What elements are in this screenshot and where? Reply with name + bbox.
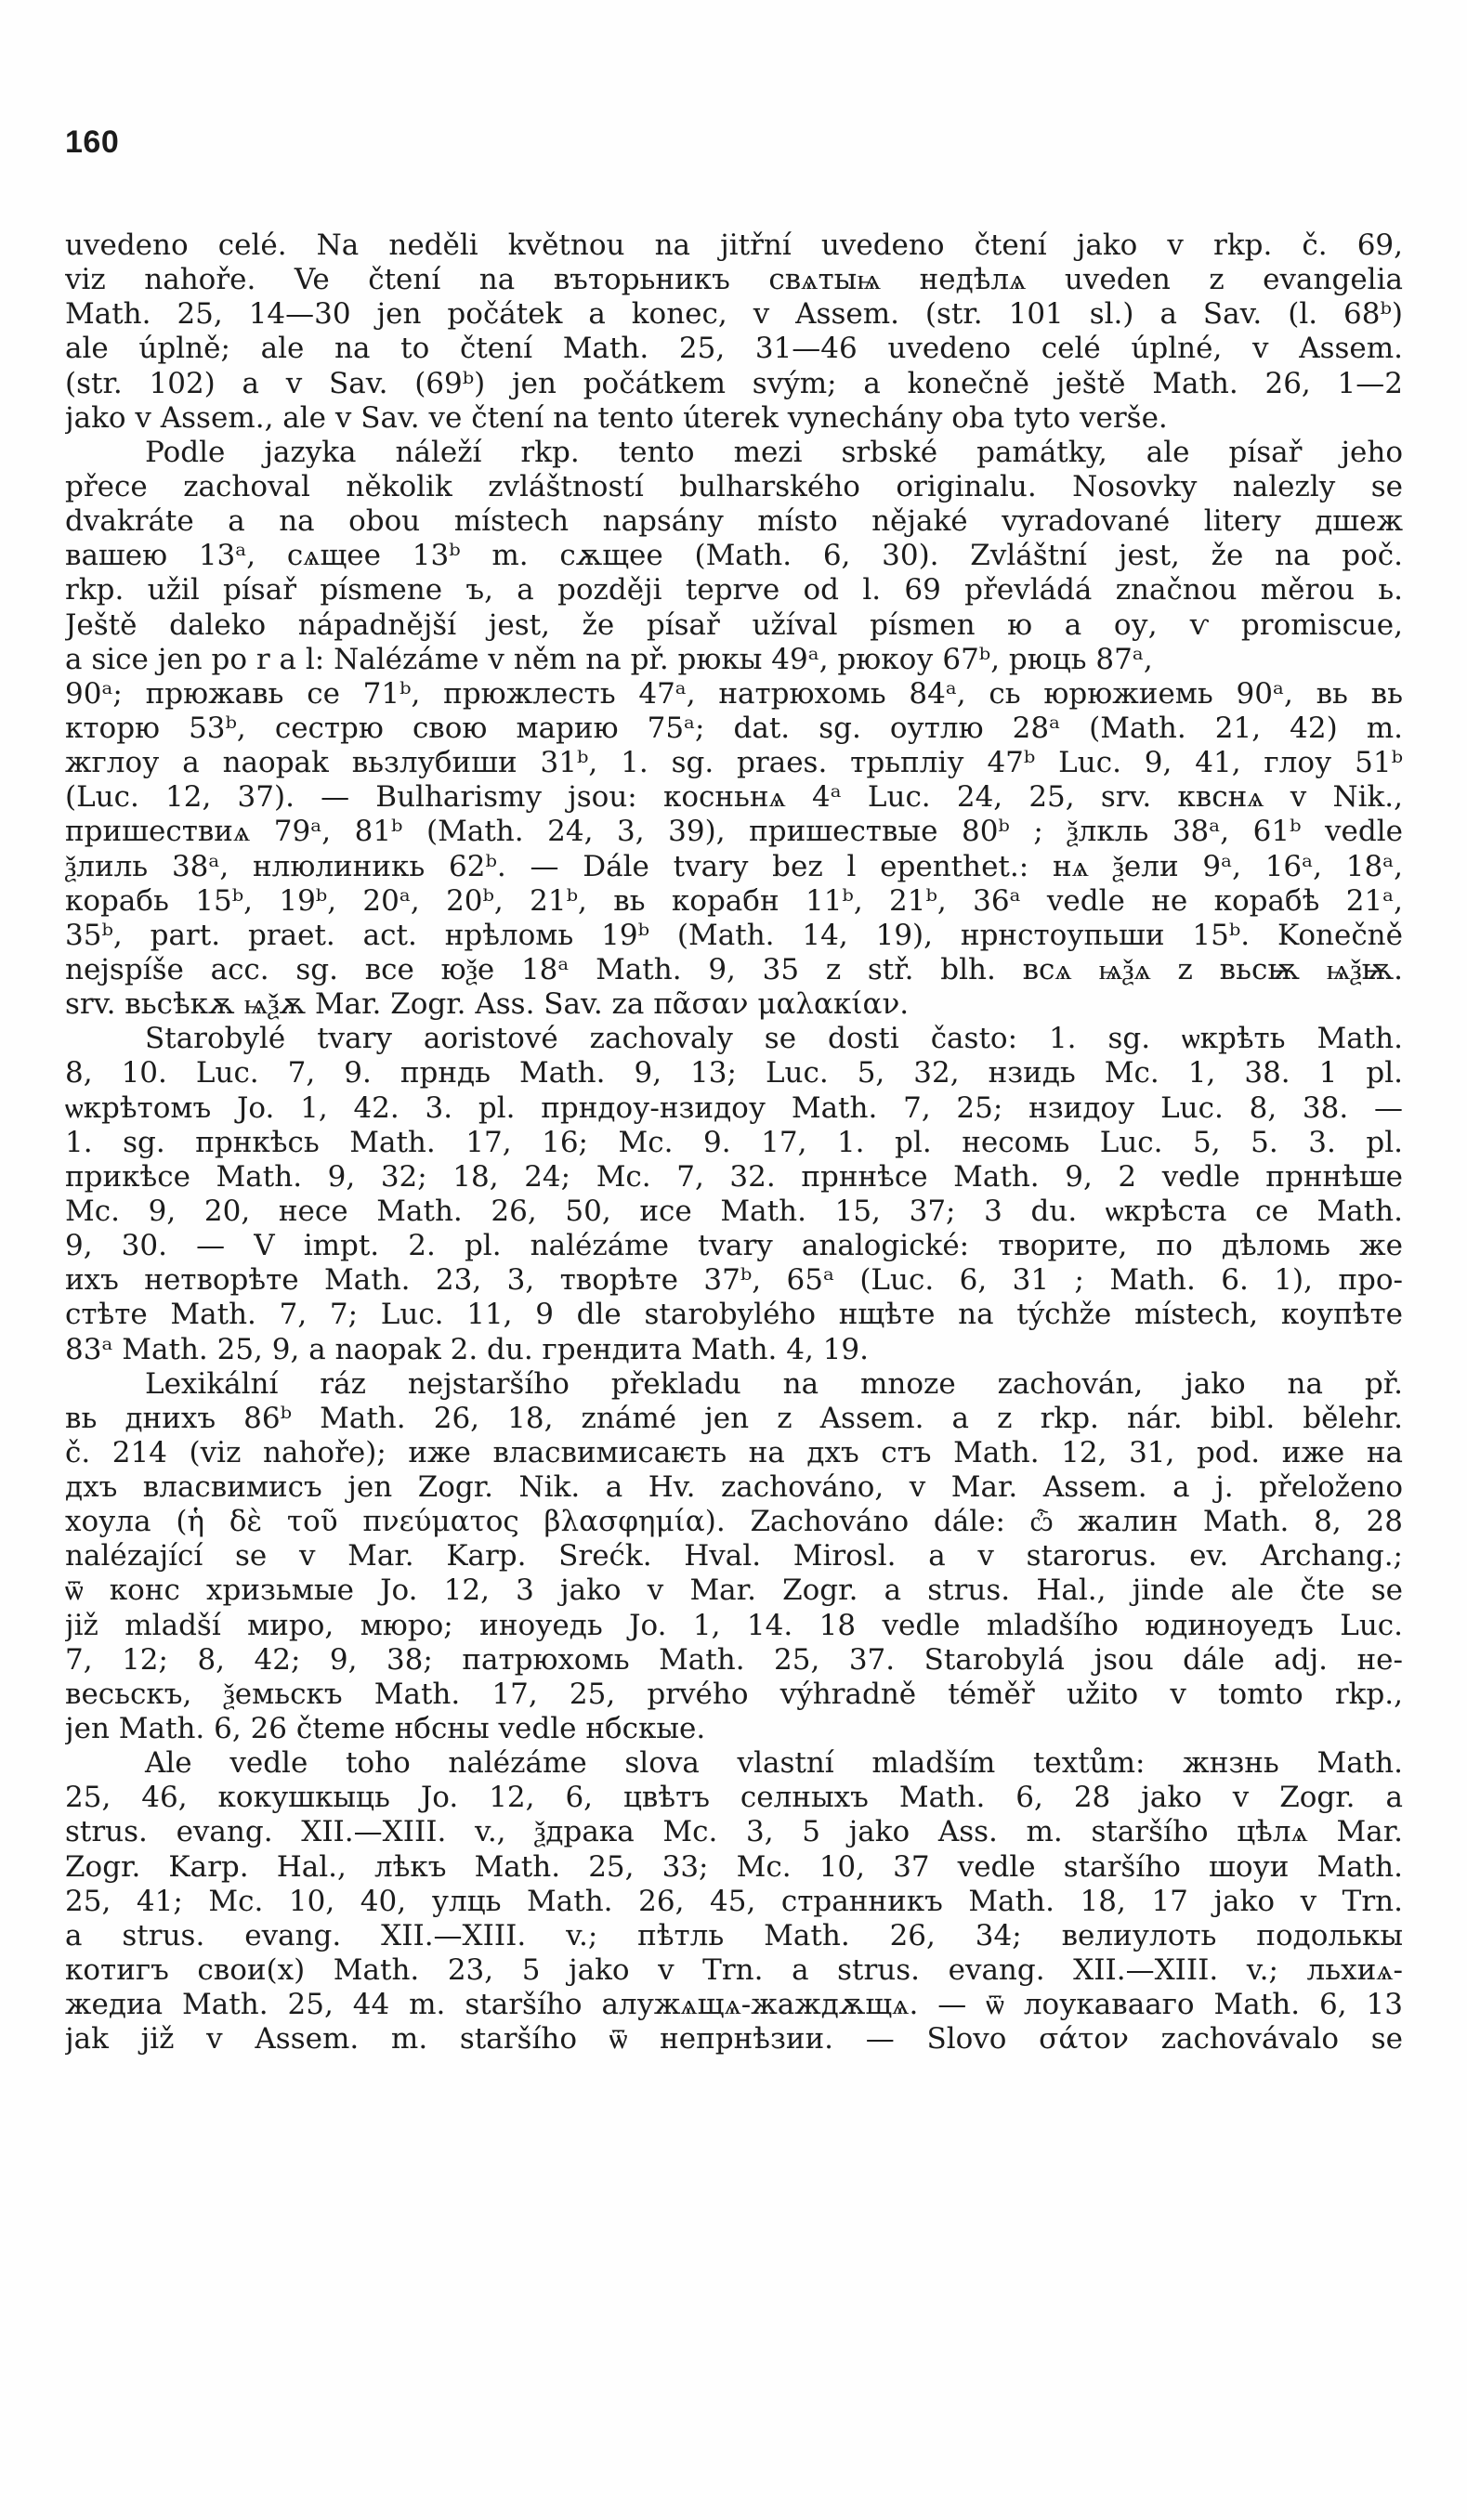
text-line: ѯлиль 38ᵃ, нлюлиникь 62ᵇ. — Dále tvary bez l epenthet.: нѧ ѯели 9ᵃ, 16ᵃ, 18ᵃ, xyxy=(65,849,1403,883)
text-line: nejspíše acc. sg. все юѯе 18ᵃ Math. 9, 35 z stř. blh. всѧ ѩѯѧ z вьсѭ ѩѯѭ. xyxy=(65,952,1403,986)
text-line: котигъ свои(х) Math. 23, 5 jako v Trn. a strus. evang. XII.—XIII. v.; льхиѧ- xyxy=(65,1953,1403,1988)
text-line: Mc. 9, 20, несе Math. 26, 50, исе Math. 15, 37; 3 du. ѡкрѣста се Math. xyxy=(65,1194,1403,1228)
text-line: ale úplně; ale na to čtení Math. 25, 31—46 uvedeno celé úplné, v Assem. xyxy=(65,332,1403,366)
text-line: Starobylé tvary aoristové zachovaly se dosti často: 1. sg. ѡкрѣть Math. xyxy=(145,1022,1403,1056)
text-line: корабь 15ᵇ, 19ᵇ, 20ᵃ, 20ᵇ, 21ᵇ, вь корабн 11ᵇ, 21ᵇ, 36ᵃ vedle не корабѣ 21ᵃ, xyxy=(65,883,1403,918)
text-line: 25, 46, кокушкыць Jo. 12, 6, цвѣтъ селныхъ Math. 6, 28 jako v Zogr. a xyxy=(65,1781,1403,1815)
text-line: Ale vedle toho nalézáme slova vlastní mladším textům: жнзнь Math. xyxy=(145,1746,1403,1781)
text-line: uvedeno celé. Na neděli květnou na jitřní uvedeno čtení jako v rkp. č. 69, xyxy=(65,228,1403,262)
text-line: вашею 13ᵃ, сѧщее 13ᵇ m. сѫщее (Math. 6, 30). Zvláštní jest, že na poč. xyxy=(65,539,1403,573)
text-line: жедиа Math. 25, 44 m. staršího алужѧщѧ-жаждѫщѧ. — ѿ лоукавааго Math. 6, 13 xyxy=(65,1988,1403,2022)
text-line: viz nahoře. Ve čtení na въторьникъ свѧтыѩ недѣлѧ uveden z evangelia xyxy=(65,263,1403,297)
text-line: strus. evang. XII.—XIII. v., ѯдрака Mc. 3, 5 jako Ass. m. staršího цѣлѧ Mar. xyxy=(65,1815,1403,1849)
text-line: пришествиѧ 79ᵃ, 81ᵇ (Math. 24, 3, 39), пришествые 80ᵇ ; ѯлкль 38ᵃ, 61ᵇ vedle xyxy=(65,815,1403,849)
text-line: Zogr. Karp. Hal., лѣкъ Math. 25, 33; Mc. 10, 37 vedle staršího шоуи Math. xyxy=(65,1849,1403,1884)
text-line: вь днихъ 86ᵇ Math. 26, 18, známé jen z Assem. a z rkp. nár. bibl. bělehr. xyxy=(65,1401,1403,1435)
text-line: Math. 25, 14—30 jen počátek a konec, v Assem. (str. 101 sl.) a Sav. (l. 68ᵇ) xyxy=(65,297,1403,332)
text-line: nalézající se v Mar. Karp. Srećk. Hval. Mirosl. a v starorus. ev. Archang.; xyxy=(65,1539,1403,1573)
text-line: rkp. užil písař písmene ъ, a později teprve od l. 69 převládá značnou měrou ь. xyxy=(65,573,1403,607)
text-line: прикѣсе Math. 9, 32; 18, 24; Mc. 7, 32. прннѣсе Math. 9, 2 vedle прннѣше xyxy=(65,1159,1403,1194)
text-line: ихъ нетворѣте Math. 23, 3, творѣте 37ᵇ, 65ᵃ (Luc. 6, 31 ; Math. 6. 1), про- xyxy=(65,1263,1403,1298)
text-line: ѿ конс хризьмые Jo. 12, 3 jako v Mar. Zogr. a strus. Hal., jinde ale čte se xyxy=(65,1573,1403,1608)
text-line: Podle jazyka náleží rkp. tento mezi srbské památky, ale písař jeho xyxy=(145,435,1403,469)
text-line: Lexikální ráz nejstaršího překladu na mnoze zachován, jako na př. xyxy=(145,1366,1403,1401)
text-line: přece zachoval několik zvláštností bulharského originalu. Nosovky nalezly se xyxy=(65,469,1403,503)
text-line: кторю 53ᵇ, сестрю свою марию 75ᵃ; dat. sg. оутлю 28ᵃ (Math. 21, 42) m. xyxy=(65,711,1403,745)
text-line: 9, 30. — V impt. 2. pl. nalézáme tvary analogické: творите, по дѣломь же xyxy=(65,1229,1403,1263)
text-line: стѣте Math. 7, 7; Luc. 11, 9 dle starobylého нщѣте na týchže místech, коупѣте xyxy=(65,1298,1403,1332)
text-line: jako v Assem., ale v Sav. ve čtení na tento úterek vynechány oba tyto verše. xyxy=(65,400,1168,435)
text-line: хоула (ἡ δὲ τοῦ πνεύματος βλασφημία). Zachováno dále: ѽ жалин Math. 8, 28 xyxy=(65,1505,1403,1539)
text-line: ѡкрѣтомъ Jo. 1, 42. 3. pl. прндоу-нзидоу Math. 7, 25; нзидоу Luc. 8, 38. — xyxy=(65,1090,1403,1125)
text-line: a strus. evang. XII.—XIII. v.; пѣтль Math. 26, 34; велиулоть подолькы xyxy=(65,1918,1403,1952)
text-line: 25, 41; Mc. 10, 40, улць Math. 26, 45, странникъ Math. 18, 17 jako v Trn. xyxy=(65,1884,1403,1918)
page-number: 160 xyxy=(65,124,120,160)
text-line: (str. 102) a v Sav. (69ᵇ) jen počátkem svým; a konečně ještě Math. 26, 1—2 xyxy=(65,366,1403,400)
text-line: 35ᵇ, part. praet. act. нрѣломь 19ᵇ (Math. 14, 19), нрнстоупьши 15ᵇ. Konečně xyxy=(65,918,1403,952)
text-line: již mladší миро, мюро; иноуедь Jo. 1, 14. 18 vedle mladšího юдиноуедъ Luc. xyxy=(65,1608,1403,1642)
text-line: a sice jen po r a l: Nalézáme v něm na př. рюкы 49ᵃ, рюкоу 67ᵇ, рюць 87ᵃ, xyxy=(65,642,1153,676)
text-line: jak již v Assem. m. staršího ѿ непрнѣзии. — Slovo σάτον zachovávalo se xyxy=(65,2022,1403,2056)
text-line: č. 214 (viz nahoře); иже власвимисаѥть на дхъ стъ Math. 12, 31, pod. иже на xyxy=(65,1435,1403,1469)
text-line: 90ᵃ; прюжавь се 71ᵇ, прюжлесть 47ᵃ, натрюхомь 84ᵃ, сь юрюжиемь 90ᵃ, вь вь xyxy=(65,676,1403,711)
text-line: jen Math. 6, 26 čteme нбсны vedle нбскые. xyxy=(65,1712,706,1746)
text-line: Ještě daleko nápadnější jest, že písař užíval písmen ю a оу, ѵ promiscue, xyxy=(65,607,1403,642)
text-line: dvakráte a na obou místech napsány místo nějaké vyradované litery дшеж xyxy=(65,504,1403,539)
text-line: весьскъ, ѯемьскъ Math. 17, 25, prvého výhradně téměř užito v tomto rkp., xyxy=(65,1677,1403,1711)
text-line: дхъ власвимисъ jen Zogr. Nik. a Hv. zachováno, v Mar. Assem. a j. přeloženo xyxy=(65,1470,1403,1505)
text-line: жглоу a naopak вьзлубиши 31ᵇ, 1. sg. praes. трьпліу 47ᵇ Luc. 9, 41, глоу 51ᵇ xyxy=(65,746,1403,780)
text-line: 7, 12; 8, 42; 9, 38; патрюхомь Math. 25, 37. Starobylá jsou dále adj. не- xyxy=(65,1642,1403,1677)
body-text xyxy=(65,228,1403,2056)
text-line: 8, 10. Luc. 7, 9. прндь Math. 9, 13; Luc. 5, 32, нзидь Mc. 1, 38. 1 pl. xyxy=(65,1056,1403,1090)
text-line: srv. вьсѣкѫ ѩѯѫ Mar. Zogr. Ass. Sav. za πᾶσαν μαλακίαν. xyxy=(65,987,910,1022)
text-line: 83ᵃ Math. 25, 9, a naopak 2. du. грендита Math. 4, 19. xyxy=(65,1332,869,1366)
text-line: 1. sg. прнкѣсь Math. 17, 16; Mc. 9. 17, 1. pl. несомь Luc. 5, 5. 3. pl. xyxy=(65,1125,1403,1159)
text-line: (Luc. 12, 37). — Bulharismy jsou: косньнѧ 4ᵃ Luc. 24, 25, srv. квснѧ v Nik., xyxy=(65,780,1403,815)
